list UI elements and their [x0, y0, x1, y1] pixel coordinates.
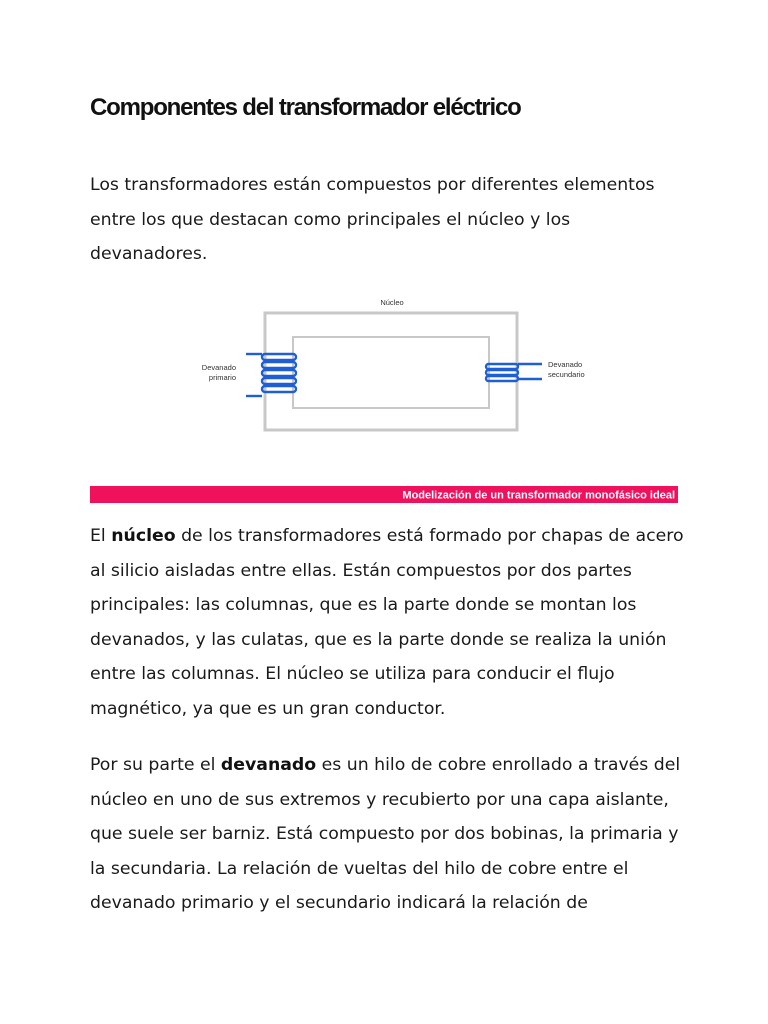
- core-paragraph-lead: El: [90, 526, 112, 546]
- core-outer: [265, 313, 517, 430]
- primary-label-line2: primario: [208, 373, 236, 382]
- secondary-label-line2: secundario: [548, 370, 585, 379]
- winding-paragraph-lead: Por su parte el: [90, 755, 221, 775]
- transformer-diagram: [90, 287, 678, 505]
- page-title: Componentes del transformador eléctrico: [90, 94, 521, 121]
- winding-paragraph: [90, 748, 690, 921]
- secondary-winding: [486, 364, 542, 381]
- intro-paragraph: Los transformadores están compuestos por diferentes elementos entre los que destacan como principales el núcleo y los devanadores.: [90, 175, 655, 264]
- core-inner: [293, 337, 489, 408]
- core-label: Núcleo: [380, 298, 404, 307]
- core-term: núcleo: [111, 526, 176, 546]
- secondary-label-line1: Devanado: [548, 360, 583, 369]
- winding-paragraph-body: es un hilo de cobre enrollado a través del núcleo en uno de sus extremos y recubierto por una capa aislante, que suele ser barniz. Está compuesto por dos bobinas, la primaria y la secundaria. La relación de vueltas del hilo de cobre entre el devanado primario y el secundario indicará la relación de: [90, 755, 681, 913]
- core-paragraph-body: de los transformadores está formado por chapas de acero al silicio aisladas entre ellas. Están compuestos por dos partes principales: las columnas, que es la parte donde se montan los devanados, y las culatas, que es la parte donde se realiza la unión entre las columnas. El núcleo se utiliza para conducir el flujo magnético, ya que es un gran conductor.: [90, 526, 684, 719]
- transformer-figure: [90, 287, 678, 505]
- primary-label-line1: Devanado: [201, 363, 236, 372]
- core-paragraph: [90, 519, 690, 726]
- figure-caption: Modelización de un transformador monofásico ideal: [402, 489, 675, 502]
- winding-term: devanado: [220, 755, 317, 775]
- primary-winding: [246, 354, 296, 396]
